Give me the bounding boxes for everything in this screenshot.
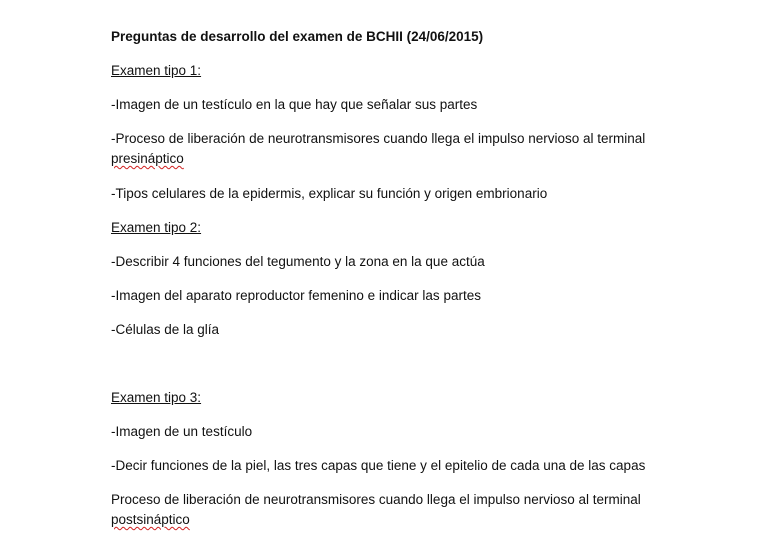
list-item: -Describir 4 funciones del tegumento y la zona en la que actúa [111,254,485,269]
list-item-continuation: presináptico [111,151,184,166]
list-item-continuation: postsináptico [111,512,190,527]
list-item: Proceso de liberación de neurotransmisores cuando llega el impulso nervioso al terminal [111,492,641,507]
list-item: -Células de la glía [111,322,220,337]
list-item: -Imagen del aparato reproductor femenino e indicar las partes [111,288,481,303]
section-heading-tipo-1: Examen tipo 1: [111,63,202,78]
list-item: -Proceso de liberación de neurotransmisores cuando llega el impulso nervioso al terminal [111,131,646,146]
list-item: -Imagen de un testículo [111,424,253,439]
list-item: -Imagen de un testículo en la que hay que señalar sus partes [111,97,478,112]
section-heading-tipo-2: Examen tipo 2: [111,220,202,235]
list-item: -Decir funciones de la piel, las tres capas que tiene y el epitelio de cada una de las capas [111,458,646,473]
list-item: -Tipos celulares de la epidermis, explicar su función y origen embrionario [111,186,548,201]
section-heading-tipo-3: Examen tipo 3: [111,390,202,405]
document-title: Preguntas de desarrollo del examen de BCHII (24/06/2015) [111,29,484,44]
